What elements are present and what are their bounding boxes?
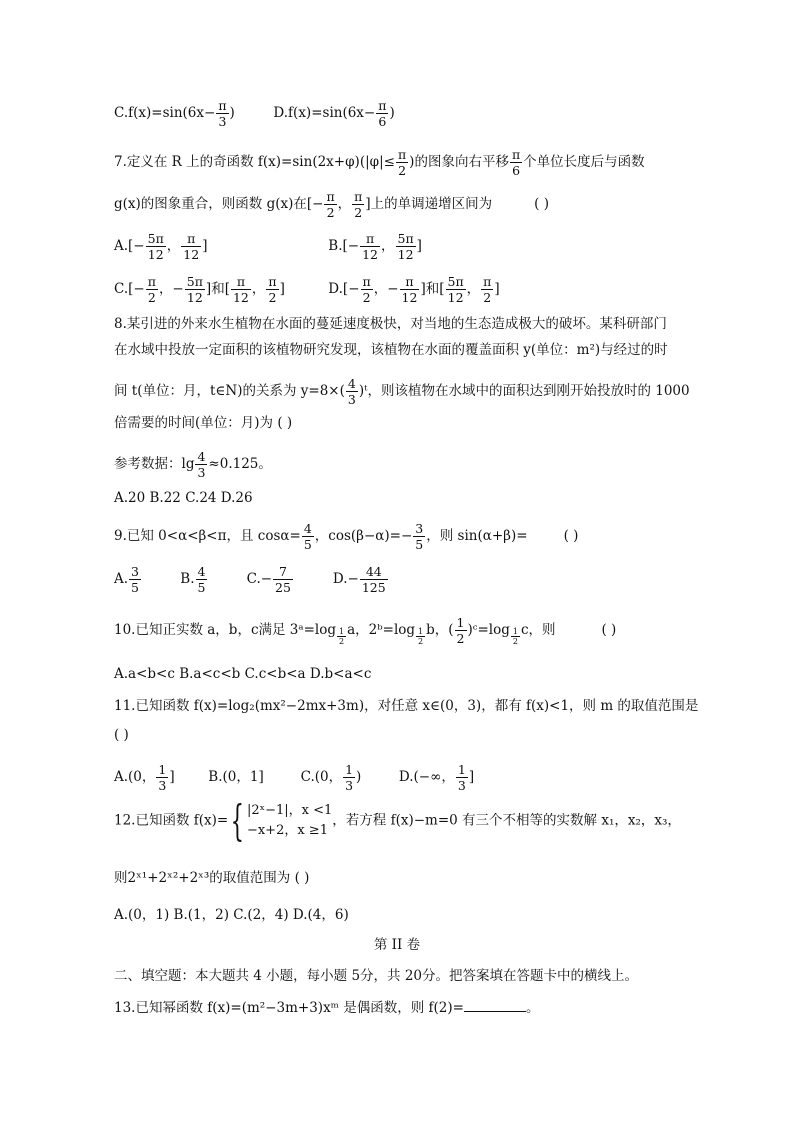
piecewise-cases: |2ˣ−1|，x <1 −x+2，x ≥1 (246, 803, 333, 838)
q9-stem: 9.已知 0<α<β<π，且 cosα= $\frac{4}{5}$ ，cos(β−α)=− $\frac{3}{5}$ ，则 sin(α+β)= ( ) (114, 521, 579, 552)
q7-options-ab (114, 231, 422, 262)
q8-stem-line3: 间 t(单位：月，t∈N)的关系为 y=8×( $\frac{4}{3}$ )ᵗ，则该植物在水域中的面积达到刚开始投放时的 1000 (114, 376, 690, 407)
q9-option-c: C.− $\frac{7}{25}$ (246, 564, 291, 595)
section-description: 二、填空题：本大题共 4 小题，每小题 5分，共 20分。把答案填在答题卡中的横线上。 (114, 968, 639, 984)
q11-option-c: C.(0， $\frac{1}{3}$ ) (300, 762, 362, 793)
answer-paren: ( ) (601, 622, 617, 638)
q12-options: A.(0，1) B.(1，2) C.(2，4) D.(4，6) (114, 907, 349, 923)
q7-stem-line2: g(x)的图象重合，则函数 g(x)在[− $\frac{\pi}{2}$ ， $\frac{\pi}{2}$ ]上的单调递增区间为 ( ) (114, 189, 549, 220)
q7-option-d: D.[− $\frac{\pi}{2}$ ，− $\frac{\pi}{12}$ ]和[ $\frac{5\pi}{12}$ ， $\frac{\pi}{2}$ ] (328, 274, 500, 305)
section-title: 第 II 卷 (373, 937, 421, 953)
q13-stem: 13.已知幂函数 f(x)=(m²−3m+3)xᵐ 是偶函数，则 f(2)= 。 (114, 997, 539, 1018)
q6-option-c: C.f(x)=sin(6x− $\frac{\pi}{3}$ ) (114, 98, 235, 129)
q8-stem-line4: 倍需要的时间(单位：月)为 ( ) (114, 415, 293, 431)
q12-stem-line2: 则2ˣ¹+2ˣ²+2ˣ³的取值范围为 ( ) (114, 870, 310, 886)
q9-option-b: B. $\frac{4}{5}$ (180, 564, 206, 595)
q11-option-a: A.(0， $\frac{1}{3}$ ] (114, 762, 175, 793)
q11-option-d: D.(−∞， $\frac{1}{3}$ ] (398, 762, 475, 793)
q7-option-b: B.[− $\frac{\pi}{12}$ ， $\frac{5\pi}{12}$ ] (328, 231, 422, 262)
answer-blank[interactable] (464, 997, 526, 1012)
q8-stem-line1: 8.某引进的外来水生植物在水面的蔓延速度极快，对当地的生态造成极大的破坏。某科研部门 (114, 316, 667, 332)
q6-option-d: D.f(x)=sin(6x− $\frac{\pi}{6}$ ) (273, 98, 395, 129)
fraction: $\frac{\pi}{3}$ (218, 98, 227, 129)
q11-options (114, 762, 474, 793)
q12-stem-line1: 12.已知函数 f(x)={ |2ˣ−1|，x <1 −x+2，x ≥1 ，若方程 f(x)−m=0 有三个不相等的实数解 x₁，x₂，x₃， (114, 796, 681, 845)
q8-stem-line2: 在水域中投放一定面积的该植物研究发现，该植物在水面的覆盖面积 y(单位：m²)与经过的时 (114, 342, 668, 358)
answer-paren: ( ) (534, 196, 549, 212)
q8-options: A.20 B.22 C.24 D.26 (114, 490, 253, 506)
q9-option-d: D.− $\frac{44}{125}$ (332, 564, 386, 595)
left-brace-icon: { (230, 796, 245, 845)
q9-option-a: A. $\frac{3}{5}$ (114, 564, 139, 595)
q11-stem-line1: 11.已知函数 f(x)=log₂(mx²−2mx+3m)，对任意 x∈(0，3)，都有 f(x)<1，则 m 的取值范围是 (114, 698, 699, 714)
fraction: $\frac{\pi}{6}$ (378, 98, 387, 129)
q7-option-a: A.[− $\frac{5\pi}{12}$ ， $\frac{\pi}{12}$ ] (114, 231, 208, 262)
q8-reference: 参考数据：lg $\frac{4}{3}$ ≈0.125。 (114, 449, 272, 480)
q9-options (114, 564, 389, 595)
answer-paren: ( ) (563, 528, 579, 544)
q7-options-cd (114, 274, 500, 305)
q6-options (114, 98, 395, 129)
q10-stem: 10.已知正实数 a，b，c满足 3ᵃ=log $\frac{1}{2}$ a，2ᵇ=log $\frac{1}{2}$ b，( $\frac{1}{2}$ )ᶜ=log $\frac{1}{2}$ c，则 ( ) (114, 615, 617, 646)
q11-option-b: B.(0，1] (208, 769, 264, 785)
q10-options: A.a<b<c B.a<c<b C.c<b<a D.b<a<c (114, 666, 372, 682)
q7-option-c: C.[− $\frac{\pi}{2}$ ，− $\frac{5\pi}{12}$ ]和[ $\frac{\pi}{12}$ ， $\frac{\pi}{2}$ ] (114, 274, 285, 305)
q11-stem-line2: ( ) (114, 727, 129, 743)
q7-stem-line1: 7.定义在 R 上的奇函数 f(x)=sin(2x+φ)(|φ|≤ $\frac{\pi}{2}$ )的图象向右平移 $\frac{\pi}{6}$ 个单位长度后与函数 (114, 147, 645, 178)
